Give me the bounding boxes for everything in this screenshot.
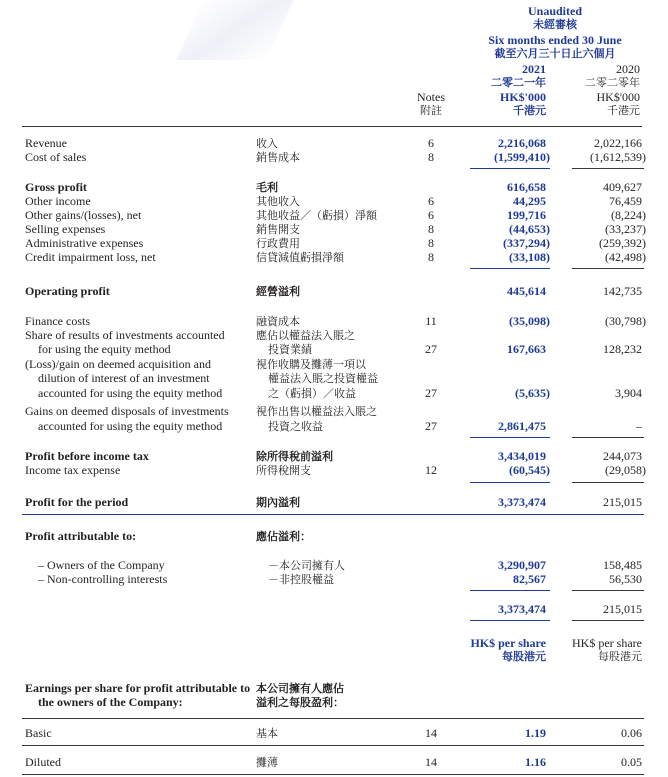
row-tax-2021: (60,545) [509,463,550,477]
row-credit-2020: (42,498) [605,250,646,264]
eps-title-2: the owners of the Company: [38,695,183,709]
row-other-income-label: Other income [25,194,91,208]
row-disposals-note: 27 [425,419,437,433]
row-finance-2021: (35,098) [509,314,550,328]
row-cost-label-zh: 銷售成本 [256,151,300,164]
row-share-label-zh-1: 應佔以權益法入賬之 [256,329,355,342]
header-unaudited: Unaudited [527,4,583,18]
row-admin-2020: (259,392) [599,236,646,250]
row-other-gains-label-zh: 其他收益／（虧損）淨額 [256,209,377,222]
row-gross-2021: 616,658 [507,180,546,194]
eps-divider [22,745,644,746]
row-credit-2021: (33,108) [509,250,550,264]
row-revenue-2020: 2,022,166 [594,136,642,150]
row-diluted-2020: 0.05 [621,755,642,769]
row-pbt-label-zh: 除所得稅前溢利 [256,450,333,463]
row-tax-2020: (29,058) [605,463,646,477]
row-other-gains-2021: 199,716 [507,208,546,222]
header-year-2020-zh: 二零二零年 [585,76,640,89]
row-disposals-2021: 2,861,475 [498,419,546,433]
rule-2021 [470,437,550,438]
row-operating-2020: 142,735 [603,284,642,298]
row-other-income-label-zh: 其他收入 [256,195,300,208]
row-revenue-2021: 2,216,068 [498,136,546,150]
row-owners-label-zh: －本公司擁有人 [268,559,345,572]
row-basic-label: Basic [25,726,52,740]
rule-2021 [470,620,550,621]
row-credit-note: 8 [428,250,434,264]
eps-divider [22,718,644,719]
row-cost-2021: (1,599,410) [494,150,550,164]
row-lossgain-label-zh-3: 之（虧損）／收益 [268,387,356,400]
row-lossgain-note: 27 [425,386,437,400]
row-diluted-2021: 1.16 [525,755,546,769]
eps-title-1: Earnings per share for profit attributable to [25,681,251,695]
rule-2020 [572,168,644,169]
row-revenue-note: 6 [428,136,434,150]
row-nci-label-zh: －非控股權益 [268,573,334,586]
header-period-zh: 截至六月三十日止六個月 [494,47,616,60]
rule-2020 [572,620,644,621]
header-notes-zh: 附註 [420,104,442,117]
row-selling-label: Selling expenses [25,222,106,236]
row-lossgain-label-zh-2: 權益法入賬之投資權益 [268,372,378,385]
row-disposals-label-1: Gains on deemed disposals of investments [25,404,229,418]
attrib-title-zh: 應佔溢利： [256,530,311,543]
row-operating-2021: 445,614 [507,284,546,298]
row-gross-2020: 409,627 [603,180,642,194]
eps-unit-2021: HK$ per share [470,636,546,650]
row-pbt-label: Profit before income tax [25,449,149,463]
eps-unit-2020-zh: 每股港元 [598,650,642,663]
row-credit-label-zh: 信貸減值虧損淨額 [256,251,344,264]
row-share-2020: 128,232 [603,342,642,356]
rule-2021 [470,268,550,269]
row-lossgain-label-2: dilution of interest of an investment [38,371,210,385]
row-gross-label: Gross profit [25,180,87,194]
row-admin-note: 8 [428,236,434,250]
header-year-2021: 2021 [522,62,546,76]
attrib-title: Profit attributable to: [25,529,137,543]
row-cost-label: Cost of sales [25,150,87,164]
row-owners-2021: 3,290,907 [498,558,546,572]
watermark-shape [176,0,294,60]
row-admin-label: Administrative expenses [25,236,144,250]
row-owners-label: – Owners of the Company [38,558,165,572]
row-other-gains-2020: (8,224) [611,208,646,222]
row-selling-2021: (44,653) [509,222,550,236]
header-unit-2020-zh: 千港元 [607,104,640,117]
row-disposals-label-zh-1: 視作出售以權益法入賬之 [256,405,377,418]
row-nci-2021: 82,567 [513,572,546,586]
row-lossgain-label-1: (Loss)/gain on deemed acquisition and [25,357,211,371]
rule-2020 [572,268,644,269]
row-finance-note: 11 [425,314,437,328]
row-tax-note: 12 [425,463,437,477]
row-diluted-label: Diluted [25,755,61,769]
section-divider [22,514,644,515]
rule-2020 [572,437,644,438]
header-year-2020: 2020 [616,62,640,76]
row-pbt-2020: 244,073 [603,449,642,463]
row-revenue-label: Revenue [25,136,67,150]
row-basic-2020: 0.06 [621,726,642,740]
row-attrib-total-2021: 3,373,474 [498,602,546,616]
row-other-gains-label: Other gains/(losses), net [25,208,142,222]
eps-title-zh-2: 溢利之每股盈利： [256,696,344,709]
eps-divider-bottom [22,774,644,775]
row-diluted-note: 14 [425,755,437,769]
row-lossgain-2021: (5,635) [515,386,550,400]
row-other-income-2020: 76,459 [609,194,642,208]
row-operating-label-zh: 經營溢利 [256,285,300,298]
row-admin-label-zh: 行政費用 [256,237,300,250]
row-basic-label-zh: 基本 [256,727,278,740]
row-other-income-note: 6 [428,194,434,208]
header-divider [22,126,642,127]
row-selling-2020: (33,237) [605,222,646,236]
row-nci-label: – Non-controlling interests [38,572,168,586]
header-unit-2021-zh: 千港元 [513,104,546,117]
header-unaudited-zh: 未經審核 [533,18,577,31]
row-admin-2021: (337,294) [503,236,550,250]
header-unit-2020: HK$'000 [596,90,640,104]
row-other-gains-note: 6 [428,208,434,222]
eps-unit-2020: HK$ per share [572,636,642,650]
rule-2020 [572,590,644,591]
row-other-income-2021: 44,295 [513,194,546,208]
row-finance-label-zh: 融資成本 [256,315,300,328]
eps-title-zh-1: 本公司擁有人應佔 [256,682,344,695]
row-selling-note: 8 [428,222,434,236]
row-share-label-zh-2: 投資業績 [268,343,312,356]
row-credit-label: Credit impairment loss, net [25,250,156,264]
row-profit-period-2021: 3,373,474 [498,495,546,509]
row-profit-period-label: Profit for the period [25,495,129,509]
row-finance-label: Finance costs [25,314,90,328]
rule-2021 [470,168,550,169]
row-owners-2020: 158,485 [603,558,642,572]
row-disposals-label-zh-2: 投資之收益 [268,420,323,433]
row-profit-period-label-zh: 期內溢利 [256,496,300,509]
row-tax-label-zh: 所得稅開支 [256,464,311,477]
row-share-label-1: Share of results of investments accounted [25,328,225,342]
row-tax-label: Income tax expense [25,463,121,477]
header-notes: Notes [417,90,445,104]
row-revenue-label-zh: 收入 [256,137,278,150]
rule-2020 [572,482,644,483]
rule-2021 [470,482,550,483]
row-basic-2021: 1.19 [525,726,546,740]
row-disposals-label-2: accounted for using the equity method [38,419,223,433]
row-lossgain-label-zh-1: 視作收購及攤薄一項以 [256,358,366,371]
row-attrib-total-2020: 215,015 [603,602,642,616]
row-share-label-2: for using the equity method [38,342,171,356]
row-share-note: 27 [425,342,437,356]
eps-unit-2021-zh: 每股港元 [502,650,546,663]
row-pbt-2021: 3,434,019 [498,449,546,463]
row-disposals-2020: – [636,419,642,433]
row-share-2021: 167,663 [507,342,546,356]
row-diluted-label-zh: 攤薄 [256,756,278,769]
row-lossgain-label-3: accounted for using the equity method [38,386,223,400]
row-profit-period-2020: 215,015 [603,495,642,509]
header-year-2021-zh: 二零二一年 [491,76,546,89]
row-lossgain-2020: 3,904 [615,386,642,400]
row-gross-label-zh: 毛利 [256,181,278,194]
row-cost-2020: (1,612,539) [590,150,646,164]
row-finance-2020: (30,798) [605,314,646,328]
header-period: Six months ended 30 June [488,33,622,47]
row-nci-2020: 56,530 [609,572,642,586]
rule-2021 [470,590,550,591]
row-basic-note: 14 [425,726,437,740]
row-operating-label: Operating profit [25,284,110,298]
header-unit-2021: HK$'000 [499,90,546,104]
row-cost-note: 8 [428,150,434,164]
row-selling-label-zh: 銷售開支 [256,223,300,236]
